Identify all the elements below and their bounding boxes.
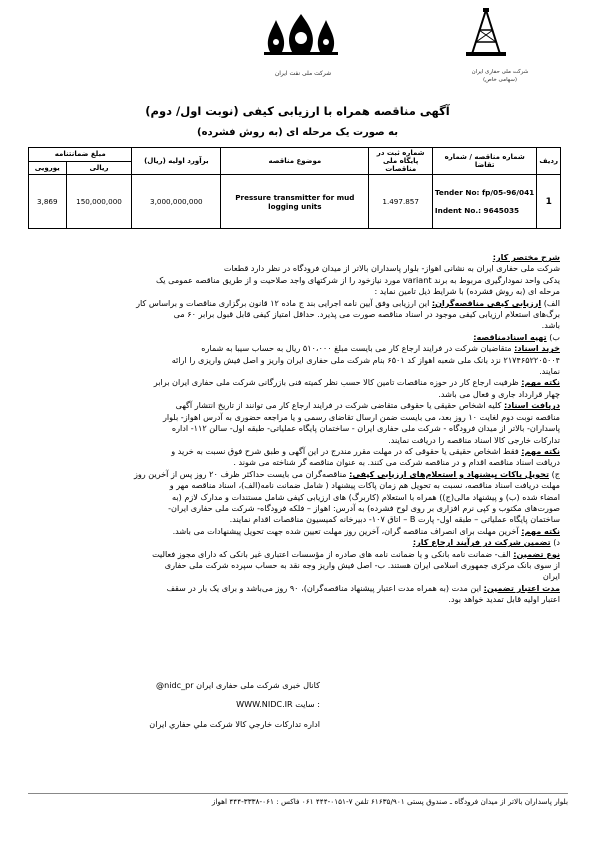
cell-rial: 150,000,000 xyxy=(66,175,132,229)
section-d-heading: تضمین شرکت در فرآیند ارجاع کار: xyxy=(412,537,551,548)
nioc-logo-caption: شرکت ملی نفت ایران xyxy=(274,70,332,77)
section-a-heading: ارزیابی کیفی مناقصه‌گران: xyxy=(431,297,542,308)
section-a-line xyxy=(32,298,560,309)
cell-registration: 1.497.857 xyxy=(369,175,432,229)
col-estimate: برآورد اولیه (ریال) xyxy=(132,148,221,175)
cell-euro: 3,869 xyxy=(29,175,67,229)
note2-text: فقط اشخاص حقیقی یا حقوقی که در مهلت مقرر مندرج در این آگهی و طبق شرح فوق نسبت به خرید و xyxy=(171,445,519,456)
validity-text: این مدت (به همراه مدت اعتبار پیشنهاد مناقصه‌گران)، ۹۰ روز می‌باشد و برای یک بار در سقف xyxy=(166,582,482,593)
buy-docs-text: متقاضیان شرکت در فرایند ارجاع کار می بایست مبلغ ۵۱۰،۰۰۰ ریال به حساب سیبا به شماره xyxy=(201,343,512,354)
section-d-label: د) xyxy=(553,537,560,548)
guarantee-line xyxy=(32,549,560,560)
note2-heading: نکته مهم: xyxy=(521,445,560,456)
nidc-logo-caption xyxy=(455,68,545,84)
nidc-caption-line1: شرکت ملی حفاری ایران xyxy=(471,69,529,75)
indent-no: Indent No.: 9645035 xyxy=(434,205,520,215)
guarantee-line: از سوی بانک مرکزی جمهوری اسلامی ایران هستند. ب- اصل فیش واریز وجه نقد به حساب سپرده شرکت ملی حفاری xyxy=(164,559,560,570)
footer-address: بلوار پاسداران بالاتر از میدان فرودگاه ـ صندوق پستی ۶۱۶۳۵/۹۰۱ تلفن ۷-۰۱۵۱-۴۴۴ ۰۶۱ فاکس : ۰۶۱-۳۳۳۸-۴۴۴ اهواز xyxy=(211,797,568,806)
validity-line xyxy=(32,583,560,594)
contact-block xyxy=(60,680,320,730)
summary-line: یدکی واحد نمودارگیری مربوط به برند variant مورد نیازخود را از شرکتهای واجد صلاحیت و از طریق مناقصه عمومی یک xyxy=(156,274,560,285)
col-rial: ریالی xyxy=(66,161,132,175)
section-c-line: امضاء شده (ب) و پیشنهاد مالی(ج)) همراه با استعلام (کاربرگ) های ارزیابی کیفی شامل مستندات و مدارک لازم (به xyxy=(172,491,560,502)
col-guarantee: مبلغ ضمانتنامه xyxy=(29,148,132,162)
page-title: آگهی مناقصه همراه با ارزیابی کیفی (نوبت اول/ دوم) xyxy=(145,104,450,118)
note3-line xyxy=(32,526,560,537)
guarantee-text: الف- ضمانت نامه بانکی و یا ضمانت نامه های صادره از مؤسسات اعتباری غیر بانکی که دارای مجوز فعالیت xyxy=(152,548,511,559)
note3-heading: نکته مهم: xyxy=(521,525,560,536)
summary-line: شرکت ملی حفاری ایران به نشانی اهواز- بلوار پاسداران بالاتر از میدان فرودگاه در نظر دارد قطعات xyxy=(223,263,560,274)
news-channel: کانال خبری شرکت ملی حفاری ایران nidc_pr@ xyxy=(156,680,320,690)
receive-line xyxy=(32,400,560,411)
note1-line: چهار قرارداد جاری و فعال می باشد. xyxy=(438,388,560,399)
department-name: اداره تدارکات خارجي كالا شركت ملي حفاري ايران xyxy=(149,718,320,729)
summary-heading: شرح مختصر کار: xyxy=(492,252,560,262)
tender-no: Tender No: fp/05-96/041 xyxy=(434,187,535,197)
website-line xyxy=(60,699,320,710)
note1-heading: نکته مهم: xyxy=(521,377,560,388)
receive-line: تدارکات خارجی کالا اسناد مناقصه را دریافت نمایند. xyxy=(388,434,560,445)
footer-divider xyxy=(28,793,568,794)
receive-line: پاسداران- بالاتر از میدان فرودگاه - شرکت ملی حفاری ایران - ساختمان پایگاه عملیاتی- طبقه اول- سالن ۱۱۲- اداره xyxy=(171,423,560,434)
summary-line: مرحله ای (به روش فشرده) با شرایط ذیل تامین نماید : xyxy=(374,286,560,297)
website-label: : سایت xyxy=(295,699,320,710)
section-d-line xyxy=(32,537,560,548)
section-c-heading: تحویل پاکات پیشنهاد و استعلام‌های ارزیابی کیفی: xyxy=(349,468,550,479)
nidc-caption-line2: (سهامی خاص) xyxy=(482,77,518,83)
buy-docs-heading: خرید اسناد: xyxy=(514,343,560,354)
col-euro: یورویی xyxy=(29,161,67,175)
buy-docs-line: نمایند. xyxy=(539,366,560,377)
section-c-line xyxy=(32,469,560,480)
section-c-label: ج) xyxy=(551,468,560,479)
cell-row: 1 xyxy=(537,175,561,229)
section-c-text: مناقصه‌گران می بایست حداکثر ظرف ۲۰ روز پس از آخرین روز xyxy=(133,468,347,479)
section-c-line: صورت‌های مکتوب و کپی نرم افزاری بر روی لوح فشرده) به آدرس: اهواز – فلکه فرودگاه- شرکت ملی حفاری ایران- xyxy=(168,502,560,513)
note1-line xyxy=(32,377,560,388)
col-registration: شماره ثبت در پایگاه ملی مناقصات xyxy=(369,148,432,175)
section-c-line: ساختمان پایگاه عملیاتی – طبقه اول- پارت B – اتاق ۱۰۷- دبیرخانه کمیسیون مناقصات اقدام نمایند. xyxy=(229,514,560,525)
validity-line: اعتبار اولیه قابل تمدید خواهد بود. xyxy=(448,594,560,605)
col-tender: شماره مناقصه / شماره تقاضا xyxy=(432,148,537,175)
nioc-flame-logo xyxy=(262,12,340,56)
receive-line: مناقصه نوبت دوم لغایت ۱۰ روز بعد، می بایست ضمن ارسال تقاضای رسمی و یا مراجعه حضوری به آدرس اهواز- بلوار xyxy=(162,411,560,422)
buy-docs-line: ۲۱۷۴۶۵۲۲۰۵۰۰۴ نزد بانک ملی شعبه اهواز کد ۶۵۰۱ بنام شرکت ملی حفاری ایران واریز و اصل فیش واریزی را ارائه xyxy=(171,354,560,365)
section-b-heading: تهیه اسنادمناقصه: xyxy=(473,331,547,342)
col-subject: موضوع مناقصه xyxy=(221,148,369,175)
section-b-line xyxy=(32,332,560,343)
validity-heading: مدت اعتبار تضمین: xyxy=(483,582,560,593)
receive-heading: دریافت اسناد: xyxy=(503,400,560,411)
page-subtitle: به صورت یک مرحله ای (به روش فشرده) xyxy=(197,127,398,138)
section-b-label: ب) xyxy=(549,331,560,342)
note2-line xyxy=(32,446,560,457)
section-a-line: باشد. xyxy=(541,320,560,331)
section-a-text: این ارزیابی وفق آیین نامه اجرایی بند ج ماده ۱۲ قانون برگزاری مناقصات و براساس کار xyxy=(136,297,430,308)
col-row: ردیف xyxy=(537,148,561,175)
section-c-line: مهلت دریافت اسناد مناقصه، نسبت به تحویل هم زمان پاکات پیشنهاد ( شامل ضمانت نامه(الف)، اسناد مناقصه مهر و xyxy=(169,480,560,491)
note3-text: آخرین مهلت برای انصراف مناقصه گران، آخرین روز مهلت تعیین شده جهت تحویل پیشنهادات می باشد. xyxy=(172,525,519,536)
cell-estimate: 3,000,000,000 xyxy=(132,175,221,229)
body-text xyxy=(32,252,560,606)
buy-docs-line xyxy=(32,343,560,354)
note2-line: دریافت اسناد مناقصه اقدام و در مناقصه شرکت می کنند. به عنوان مناقصه گر شناخته می شوند . xyxy=(233,457,560,468)
website-link[interactable]: WWW.NIDC.IR xyxy=(236,699,293,710)
section-a-label: الف) xyxy=(543,297,560,308)
receive-text: کلیه اشخاص حقیقی یا حقوقی متقاضی شرکت در فرایند ارجاع کار می توانند از تاریخ انتشار آگهی xyxy=(175,400,502,411)
cell-tender xyxy=(432,175,537,229)
section-a-line: برگ‌های استعلام ارزیابی کیفی موجود در اسناد مناقصه صورت می پذیرد. حداقل امتیاز کیفی قابل قبول برابر ۶۰ می xyxy=(173,309,560,320)
cell-subject: Pressure transmitter for mud logging units xyxy=(221,175,369,229)
guarantee-line: ایران xyxy=(542,571,560,582)
table-header-row xyxy=(29,148,561,162)
table-row xyxy=(29,175,561,229)
tender-table xyxy=(28,147,561,229)
guarantee-heading: نوع تضمین: xyxy=(513,548,560,559)
nidc-derrick-logo xyxy=(462,8,510,58)
note1-text: ظرفیت ارجاع کار در حوزه مناقصات تامین کالا حسب نظر کمیته فنی بازرگانی شرکت ملی حفاری ایران برابر xyxy=(153,377,519,388)
